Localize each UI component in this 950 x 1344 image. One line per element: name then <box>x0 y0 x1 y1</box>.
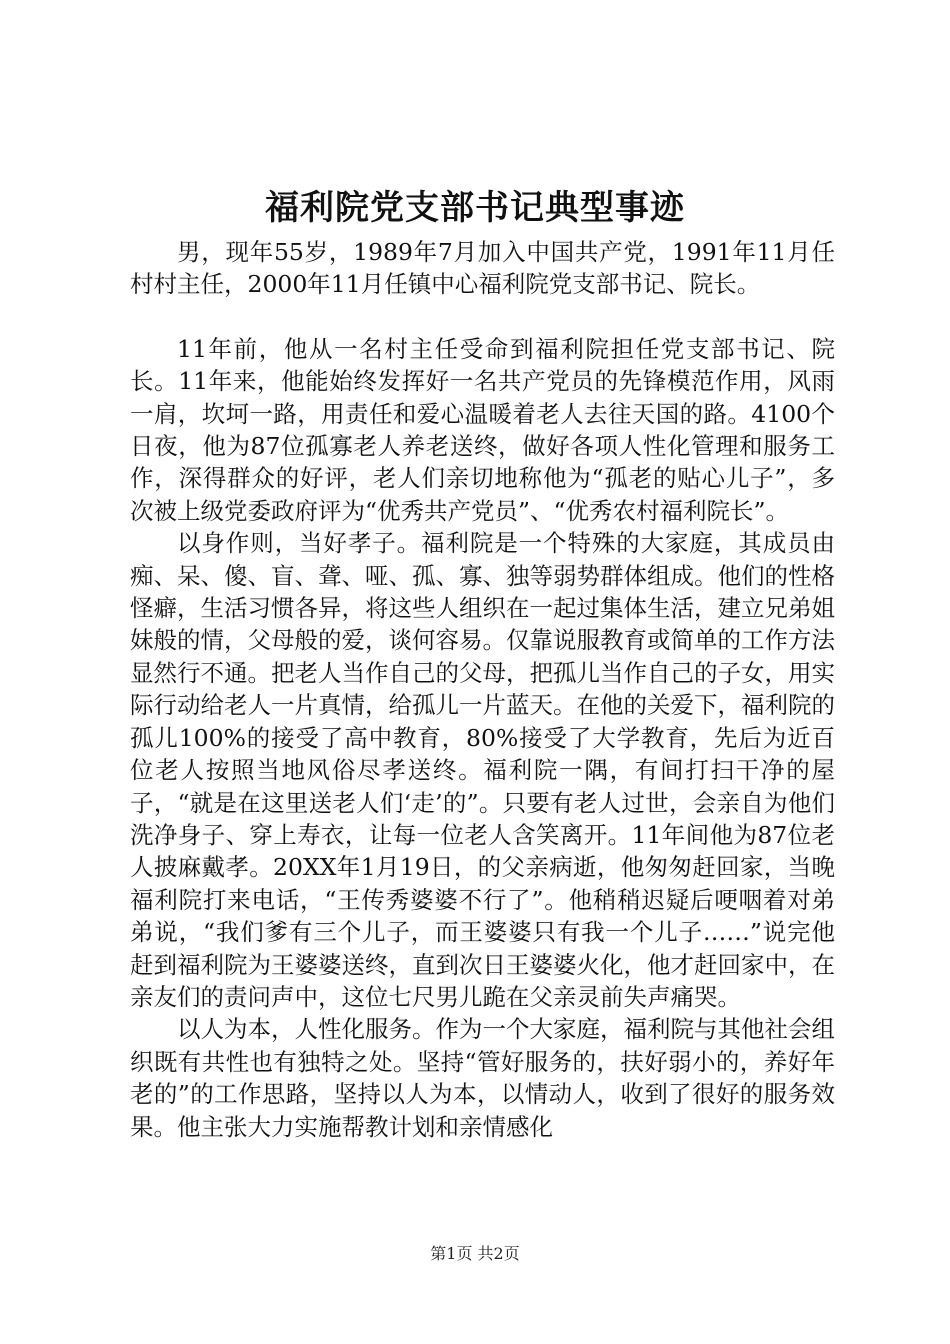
paragraph-people-oriented: 以人为本，人性化服务。作为一个大家庭，福利院与其他社会组织既有共性也有独特之处。坚持“管好服务的，扶好弱小的，养好年老的”的工作思路，坚持以人为本，以情动人，收到了很好的服务效果。他主张大力实施帮教计划和亲情感化 <box>130 1015 835 1141</box>
page-footer: 第1页 共2页 <box>430 1244 520 1263</box>
document-body <box>130 236 835 1143</box>
paragraph-summary: 11年前，他从一名村主任受命到福利院担任党支部书记、院长。11年来，他能始终发挥好一名共产党员的先锋模范作用，风雨一肩，坎坷一路，用责任和爱心温暖着老人去往天国的路。4100个日夜，他为87位孤寡老人养老送终，做好各项人性化管理和服务工作，深得群众的好评，老人们亲切地称他为“孤老的贴心儿子”，多次被上级党委政府评为“优秀共产党员”、“优秀农村福利院长”。 <box>130 334 835 525</box>
paragraph-lead-by-example: 以身作则，当好孝子。福利院是一个特殊的大家庭，其成员由痴、呆、傻、盲、聋、哑、孤、寡、独等弱势群体组成。他们的性格怪癖，生活习惯各异，将这些人组织在一起过集体生活，建立兄弟姐妹般的情，父母般的爱，谈何容易。仅靠说服教育或简单的工作方法显然行不通。把老人当作自己的父母，把孤儿当作自己的子女，用实际行动给老人一片真情，给孤儿一片蓝天。在他的关爱下，福利院的孤儿100%的接受了高中教育，80%接受了大学教育，先后为近百位老人按照当地风俗尽孝送终。福利院一隅，有间打扫干净的屋子，“就是在这里送老人们‘走’的”。只要有老人过世，会亲自为他们洗净身子、穿上寿衣，让每一位老人含笑离开。11年间他为87位老人披麻戴孝。20XX年1月19日，的父亲病逝，他匆匆赶回家，当晚福利院打来电话，“王传秀婆婆不行了”。他稍稍迟疑后哽咽着对弟弟说，“我们爹有三个儿子，而王婆婆只有我一个儿子……”说完他赶到福利院为王婆婆送终，直到次日王婆婆火化，他才赶回家中，在亲友们的责问声中，这位七尺男儿跪在父亲灵前失声痛哭。 <box>130 529 835 1011</box>
paragraph-intro: 男，现年55岁，1989年7月加入中国共产党，1991年11月任村村主任，2000年11月任镇中心福利院党支部书记、院长。 <box>130 238 835 299</box>
document-title: 福利院党支部书记典型事迹 <box>265 188 685 228</box>
